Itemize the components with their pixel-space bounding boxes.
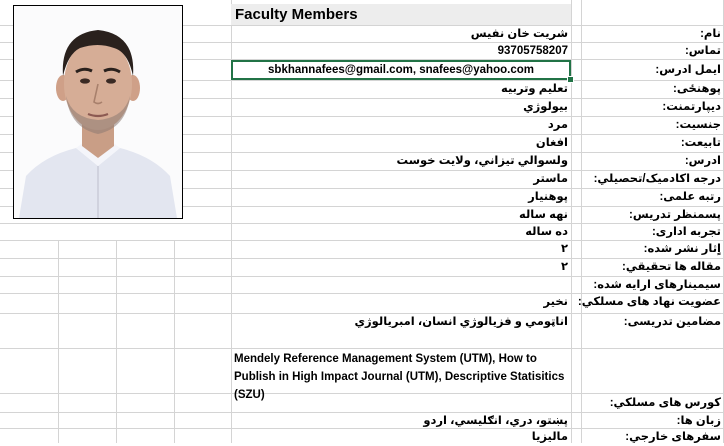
email-label: ایمل ادرس: [655,64,721,76]
faculty-label: پوهنځی: [673,83,721,95]
column-gridline [58,240,59,443]
gender-label: جنسیت: [675,119,721,131]
rank-label: رتبه علمی: [659,191,721,203]
contact-label: تماس: [684,45,721,57]
teaching-label: پسمنظر تدریس: [629,209,721,221]
subjects-label: مضامین تدریسی: [623,316,721,328]
address-label: ادرس: [684,155,721,167]
name-label: نام: [700,28,721,40]
email-cell-selected[interactable]: sbkhannafees@gmail.com, snafees@yahoo.com [231,60,571,80]
name-value[interactable]: شریت خان نفیس [470,28,568,40]
languages-value[interactable]: پښتو، دري، انګلیسي، اردو [423,415,568,427]
column-gridline [116,240,117,443]
seminars-label: سیمینارهای ارایه شده: [593,279,721,291]
rank-value[interactable]: پوهنیار [528,191,568,203]
courses-value[interactable]: Mendely Reference Management System (UTM), How to Publish in High Impact Journal (UTM), Descriptive Statisitics (SZU) [234,353,565,401]
admin-label: تجربه اداری: [651,226,721,238]
row-gridline [0,348,724,349]
courses-label: کورس های مسلکي: [609,397,721,409]
publications-value[interactable]: ۲ [560,243,568,255]
languages-label: زبان ها: [676,415,721,427]
column-gridline [571,0,572,443]
department-label: دیپارتمنت: [662,101,721,113]
contact-value[interactable]: 93705758207 [497,45,568,57]
articles-label: مقاله ها تحقیقي: [621,261,721,273]
membership-label: عضویت نهاد های مسلکي: [577,296,721,308]
avatar-portrait [14,6,182,218]
degree-label: درجه اکادمیک/تحصیلي: [593,173,721,185]
nationality-value[interactable]: افغان [535,137,568,149]
publications-label: اٍثار نشر شده: [643,243,721,255]
articles-value[interactable]: ۲ [560,261,568,273]
nationality-label: تابیعت: [680,137,721,149]
admin-value[interactable]: ده ساله [525,226,568,238]
department-value[interactable]: بیولوژي [523,101,568,113]
profile-photo [13,5,183,219]
sheet-title: Faculty Members [231,4,571,25]
address-value[interactable]: ولسوالي تیزاني، ولایت خوست [396,155,568,167]
travel-label: سفرهای خارجي: [625,431,721,443]
teaching-value[interactable]: نهه ساله [519,209,568,221]
membership-value[interactable]: نخیر [543,296,568,308]
subjects-value[interactable]: اناټومي و فزیالوژي انسان، امبریالوژي [354,316,568,328]
gender-value[interactable]: مرد [547,119,568,131]
travel-value[interactable]: مالیزیا [531,431,568,443]
degree-value[interactable]: ماستر [533,173,568,185]
fill-handle-icon[interactable] [567,76,574,83]
faculty-value[interactable]: تعلیم وتربیه [500,83,568,95]
column-gridline [174,240,175,443]
